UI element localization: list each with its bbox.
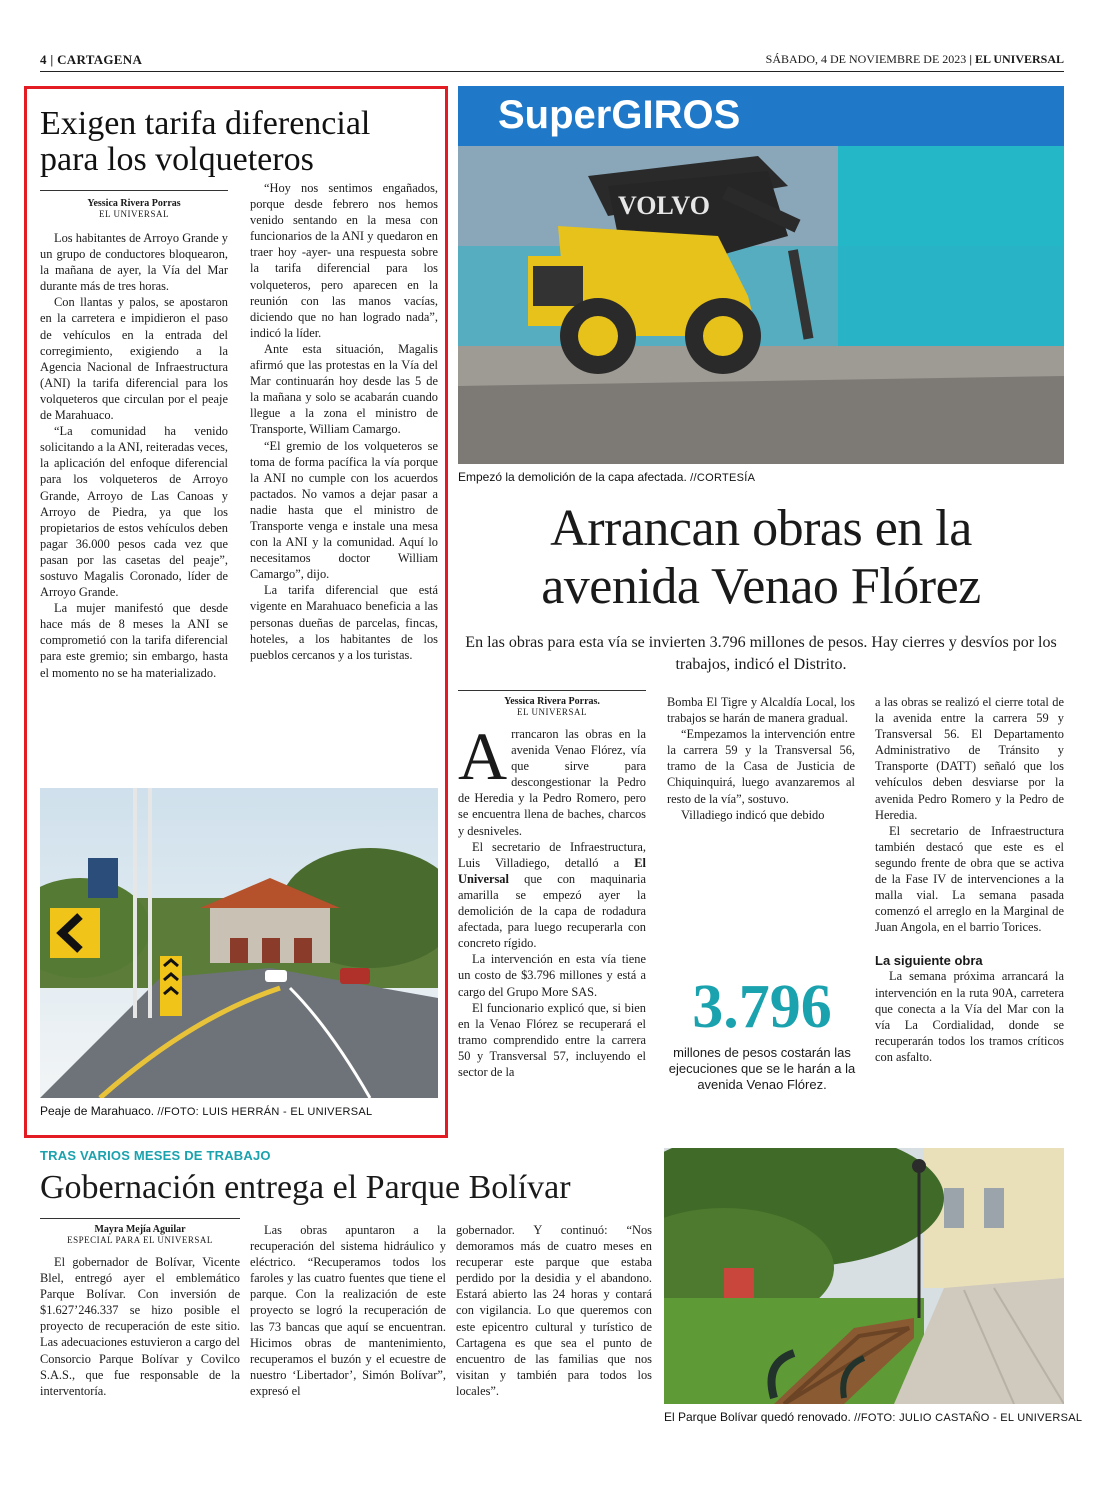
- paragraph: La mujer manifestó que desde hace más de 8 meses la ANI se comprometió con la tarifa diferencial para este gremio; sin embargo, hasta el momento no se ha materializado.: [40, 601, 228, 680]
- paragraph: Villadiego indicó que debido: [681, 807, 825, 822]
- paragraph: El gobernador de Bolívar, Vicente Blel, entregó ayer el emblemático Parque Bolívar. Con inversión de $1.627’246.337 se hizo posible el proyecto de recuperación de este sitio. Las adecuaciones estuvieron a cargo del Consorcio Parque Bolívar y Covilco S.A.S., que fue responsable de la interventoría.: [40, 1255, 240, 1398]
- article-column-1: [40, 230, 228, 681]
- park-photo: [664, 1148, 1064, 1404]
- paragraph: “La comunidad ha venido solicitando a la ANI, reiteradas veces, la aplicación del enfoque diferencial para los volqueteros de Arroyo Grande, Arroyo de Las Canoas y Arroyo de Piedra, ya que los propietarios de estos vehículos deben pagar 36.000 pesos cada vez que pasan por las casetas del peaje”, sostuvo Magalis Coronado, líder de Arroyo Grande.: [40, 424, 228, 600]
- paragraph: a las obras se realizó el cierre total de la avenida entre la carrera 59 y Transversal 56. El Departamento Administrativo de Tránsito y Transporte (DATT) señaló que los vehículos deben desviarse por la avenida Pedro Romero y la Pedro de Heredia.: [875, 695, 1064, 822]
- folio-separator: |: [50, 52, 58, 67]
- paragraph: [458, 839, 646, 952]
- article-subtitle: En las obras para esta vía se invierten 3.796 millones de pesos. Hay cierres y desvíos por los trabajos, indicó el Distrito.: [465, 634, 1057, 673]
- paragraph: Ante esta situación, Magalis afirmó que las protestas en la Vía del Mar continuarán hoy desde las 5 de la mañana y solo se acabarán cuando llegue a la zona el ministro de Transporte, William Camargo.: [250, 341, 438, 437]
- byline: [458, 696, 646, 717]
- article-column-1: [458, 718, 646, 1080]
- caption-text: El Parque Bolívar quedó renovado.: [664, 1410, 851, 1424]
- paragraph-group: [875, 968, 1064, 1065]
- stat-description: millones de pesos costarán las ejecuciones que se le harán a la avenida Venao Flórez.: [668, 1045, 856, 1092]
- author-outlet: EL UNIVERSAL: [517, 707, 587, 717]
- paragraph-group: [458, 951, 646, 1080]
- store-sign-text: SuperGIROS: [498, 93, 741, 137]
- photo-credit: //CORTESÍA: [690, 472, 756, 484]
- page-folio: [40, 52, 142, 68]
- paragraph: El secretario de Infraestructura también destacó que este es el segundo frente de obra que se activa de la Fase IV de intervenciones a la malla vial. La semana pasada comenzó el arreglo en la Marginal de Juan Angola, en el barrio Torices.: [875, 823, 1064, 935]
- headline-line-2: avenida Venao Flórez: [541, 558, 981, 615]
- photo-caption: [664, 1410, 1082, 1424]
- paragraph: Bomba El Tigre y Alcaldía Local, los trabajos se harán de manera gradual.: [667, 695, 855, 726]
- author-name: Mayra Mejía Aguilar: [94, 1224, 186, 1235]
- photo-credit: //FOTO: JULIO CASTAÑO - EL UNIVERSAL: [854, 1412, 1083, 1424]
- paragraph: “El gremio de los volqueteros se toma de forma pacífica la vía porque la ANI no cumple con los acuerdos pactados. No vamos a dejar pasar a nadie hasta que el ministro de Transporte venga e instale una mesa con la ANI y la comunidad. Aquí lo necesitamos doctor William Camargo”, dijo.: [250, 438, 438, 582]
- author-outlet: ESPECIAL PARA EL UNIVERSAL: [67, 1235, 213, 1245]
- drop-cap: A: [458, 718, 508, 794]
- article-column-2: [250, 1222, 446, 1399]
- article-headline: [40, 106, 440, 178]
- byline-rule: [40, 190, 228, 191]
- photo-caption: [458, 470, 755, 484]
- machine-brand-text: VOLVO: [618, 191, 710, 220]
- header-rule: [40, 71, 1064, 72]
- stat-figure: 3.796: [692, 973, 832, 1041]
- page-number: 4: [40, 52, 47, 67]
- author-outlet: EL UNIVERSAL: [99, 209, 169, 219]
- photo-caption: [40, 1104, 372, 1118]
- lead-paragraph: [458, 718, 646, 839]
- article-headline: Gobernación entrega el Parque Bolívar: [40, 1169, 571, 1206]
- byline: [40, 198, 228, 219]
- section-subhead: La siguiente obra: [875, 953, 983, 969]
- article-column-3: [456, 1222, 652, 1399]
- paragraph: La intervención en esta vía tiene un costo de $3.796 millones y está a cargo del Grupo More SAS.: [458, 952, 646, 999]
- paragraph: Con llantas y palos, se apostaron en la carretera e impidieron el paso de vehículos en la entrada del corregimiento, exigiendo a la Agencia Nacional de Infraestructura (ANI) la tarifa diferencial para los volqueteros que circulan por el peaje de Marahuaco.: [40, 295, 228, 423]
- headline-line-1: Arrancan obras en la: [550, 500, 972, 557]
- newspaper-name: EL UNIVERSAL: [974, 52, 1064, 66]
- paragraph: Las obras apuntaron a la recuperación del sistema hidráulico y eléctrico. “Recuperamos todos los faroles y las cuatro fuentes que tiene el parque. Con la realización de este proyecto se logró la recuperación de las 73 bancas que aquí se encuentran. Hicimos obras de mantenimiento, recuperamos el buzón y el ecuestre de nuestro ‘Libertador’, Simón Bolívar”, expresó el: [250, 1223, 446, 1398]
- article-column-2: [667, 694, 855, 823]
- article-headline: [458, 500, 1064, 616]
- paragraph: “Hoy nos sentimos engañados, porque desde febrero nos hemos venido sentando en la mesa con funcionarios de la ANI y quedaron en traer hoy -ayer- una respuesta sobre la tarifa diferencial para los volqueteros, pero aparecen en la reunión con las manos vacías, diciendo que no han logrado nada”, indicó la líder.: [250, 181, 438, 340]
- paragraph: La tarifa diferencial que está vigente en Marahuaco beneficia a las personas dueñas de parcelas, fincas, hoteles, a los habitantes de los pueblos cercanos y a los turistas.: [250, 583, 438, 662]
- paragraph-text: El secretario de Infraestructura, Luis Villadiego, detalló a: [458, 839, 646, 870]
- headline-line-1: Exigen tarifa diferencial: [40, 105, 371, 142]
- headline-line-2: para los volqueteros: [40, 141, 314, 178]
- paragraph-group: [875, 823, 1064, 936]
- article-column-2: [250, 180, 438, 663]
- author-name: Yessica Rivera Porras.: [504, 696, 600, 707]
- photo-credit: //FOTO: LUIS HERRÁN - EL UNIVERSAL: [157, 1106, 373, 1118]
- caption-text: Peaje de Marahuaco.: [40, 1104, 155, 1118]
- paragraph: “Empezamos la intervención entre la carrera 59 y la Transversal 56, tramo de la Casa de Justicia de Chiquinquirá, luego avanzaremos al resto de la vía”, sostuvo.: [667, 727, 855, 806]
- lead-text: rrancaron las obras en la avenida Venao Flórez, vía que sirve para descongestionar la Pedro de Heredia y la Pedro Romero, pero se encuentra llena de baches, charcos y desniveles.: [458, 727, 646, 838]
- paragraph: Los habitantes de Arroyo Grande y un grupo de conductores bloquearon, la mañana de ayer, la Vía del Mar durante más de tres horas.: [40, 231, 228, 294]
- page-dateline: [766, 52, 1064, 67]
- byline: [40, 1224, 240, 1245]
- byline-rule: [458, 690, 646, 691]
- article-column-1: [40, 1254, 240, 1399]
- paragraph-text: que con maquinaria amarilla se empezó ayer la demolición de la capa de rodadura afectada, para luego recuperarla con concreto rígido.: [458, 871, 646, 951]
- toll-booth-photo: [40, 788, 438, 1098]
- article-kicker: TRAS VARIOS MESES DE TRABAJO: [40, 1148, 271, 1163]
- paragraph: gobernador. Y continuó: “Nos demoramos más de cuatro meses en recuperar este parque que estaba perdido por la desidia y el abandono. Estará abierto las 24 horas y contará con vigilancia. Lo que queremos con este epicentro cultural y turístico de Cartagena es que sea el punto de encuentro de las familias que nos visitan y también para todos los locales”.: [456, 1223, 652, 1398]
- section-name: CARTAGENA: [57, 52, 143, 67]
- author-name: Yessica Rivera Porras: [87, 198, 181, 209]
- publication-date: SÁBADO, 4 DE NOVIEMBRE DE 2023: [765, 52, 967, 66]
- article-column-3: [875, 694, 1064, 1065]
- paragraph-group: [667, 726, 855, 823]
- caption-text: Empezó la demolición de la capa afectada.: [458, 470, 687, 484]
- folio-separator: |: [969, 52, 975, 66]
- excavator-photo: [458, 86, 1064, 464]
- paper-name-bold: El Universal: [458, 855, 646, 886]
- paragraph: La semana próxima arrancará la intervención en la ruta 90A, carretera que conecta a la Vía del Mar con la vía La Cordialidad, donde se recuperarán todos los tramos críticos con asfalto.: [875, 969, 1064, 1064]
- byline-rule: [40, 1218, 240, 1219]
- paragraph: El funcionario explicó que, si bien en la Venao Flórez se recuperará el tramo comprendido entre la carrera 50 y Transversal 57, incluyendo el sector de la: [458, 1000, 646, 1079]
